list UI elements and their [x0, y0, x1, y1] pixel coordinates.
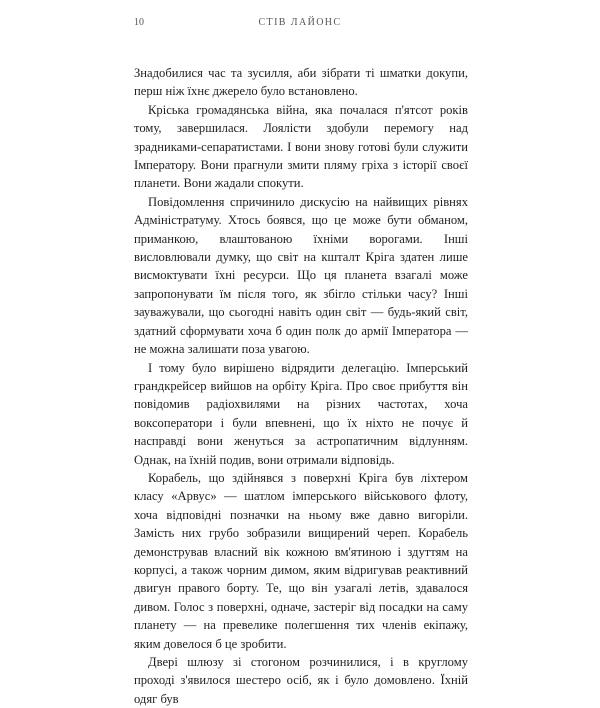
paragraph: Повідомлення спричинило дискусію на найвищих рівнях Адміністратуму. Хтось боявся, що це може бути обманом, приманкою, влаштованою їхніми ворогами. Інші висловлювали думку, що світ на кшталт Кріга здатен лише висмоктувати їхні ресурси. Що ця планета взагалі може запропонувати їм після того, як збігло стільки часу? Інші зауважували, що сьогодні навіть один світ — будь-який світ, здатний сформувати хоча б один полк до армії Імператора — не можна залишати поза увагою.	[134, 194, 468, 357]
paragraph: Корабель, що здійнявся з поверхні Кріга був ліхтером класу «Арвус» — шатлом імперського військового флоту, хоча відповідні позначки на ньому вже давно вигоріли. Замість них грубо зобразили вищирений череп. Корабель демонстрував власний вік кожною вм'ятиною і здуттям на корпусі, а також чорним димом, яким відригував реактивний двигун правого борту. Те, що він узагалі летів, здавалося дивом. Голос з поверхні, одначе, застеріг від посадки на саму планету — на превелике полегшення тих членів екіпажу, яким довелося б це зробити.	[134, 470, 468, 651]
paragraph: І тому було вирішено відрядити делегацію. Імперський грандкрейсер вийшов на орбіту Кріга. Про своє прибуття він повідомив радіохвилями на різних частотах, хоча воксоператори і були впевнені, що їх ніхто не почує й насправді вони женуться за астропатичним відлунням. Однак, на їхній подив, вони отримали відповідь.	[134, 360, 468, 467]
paragraph: Знадобилися час та зусилля, аби зібрати ті шматки докупи, перш ніж їхнє джерело було встановлено.	[134, 66, 468, 99]
paragraph: Кріська громадянська війна, яка почалася п'ятсот років тому, завершилася. Лоялісти здобули перемогу над зрадниками-сепаратистами. І вони знову готові були служити Імператору. Вони прагнули змити пляму гріха з історії своєї планети. Вони жадали спокути.	[134, 102, 468, 191]
body-text	[134, 64, 468, 708]
page-number: 10	[134, 17, 144, 28]
running-head-author: СТІВ ЛАЙОНС	[258, 17, 342, 28]
running-head	[0, 17, 600, 33]
paragraph: Двері шлюзу зі стогоном розчинилися, і в круглому проході з'явилося шестеро осіб, як і було домовлено. Їхній одяг був	[134, 655, 468, 706]
